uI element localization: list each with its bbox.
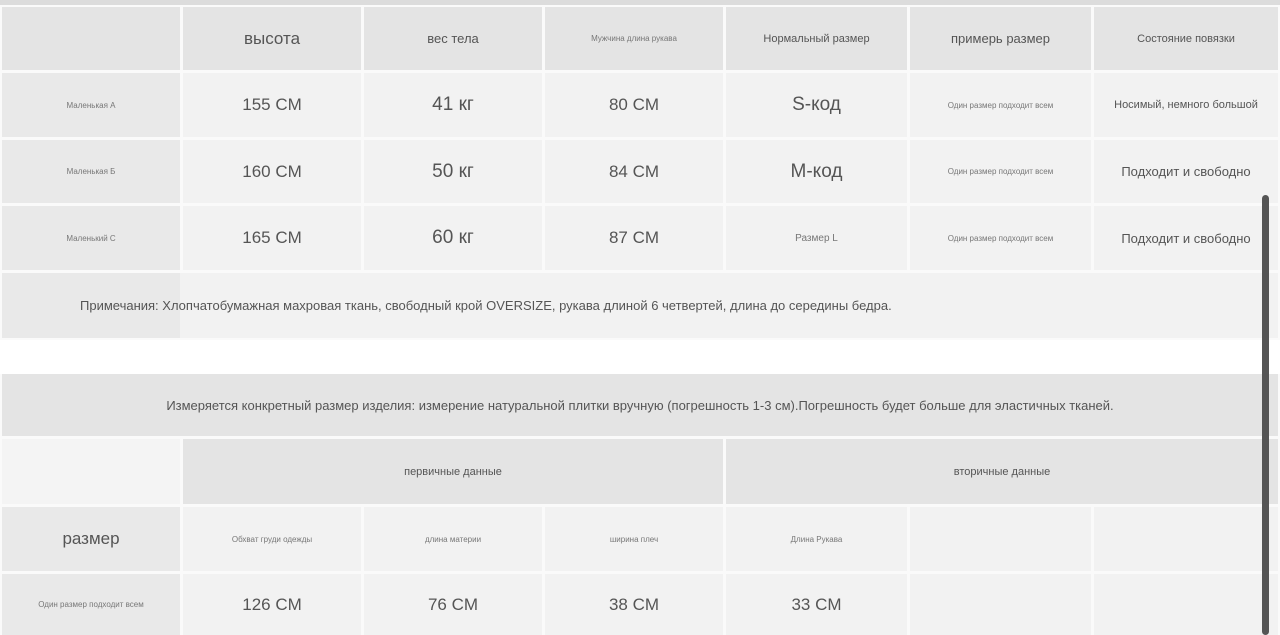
shoulder-value: 38 CM (545, 574, 723, 635)
fabric-note: Примечания: Хлопчатобумажная махровая ткань, свободный крой OVERSIZE, рукава длиной 6 четвертей, длина до середины бедра. (80, 298, 892, 313)
normal-size-value: S-код (726, 73, 907, 137)
normal-size-value: Размер L (726, 206, 907, 270)
bust-value: 87 CM (545, 206, 723, 270)
weight-value: 50 кг (364, 140, 542, 203)
subheader-empty (910, 507, 1091, 571)
secondary-data-header: вторичные данные (726, 439, 1278, 504)
normal-size-value: M-код (726, 140, 907, 203)
tried-size-value: Один размер подходит всем (910, 140, 1091, 203)
height-value: 165 CM (183, 206, 361, 270)
chest-value: 126 CM (183, 574, 361, 635)
subheader-empty (1094, 507, 1278, 571)
fit-state-value: Носимый, немного большой (1094, 73, 1278, 137)
height-value: 160 CM (183, 140, 361, 203)
bust-value: 84 CM (545, 140, 723, 203)
header-tried-size: примерь размер (910, 7, 1091, 70)
size-label: размер (2, 507, 180, 571)
header-fit-state: Состояние повязки (1094, 7, 1278, 70)
header-weight: вес тела (364, 7, 542, 70)
subheader-chest: Обхват груди одежды (183, 507, 361, 571)
empty-value (910, 574, 1091, 635)
fit-state-value: Подходит и свободно (1094, 206, 1278, 270)
group-header-empty-cell (2, 439, 180, 504)
subheader-shoulder: ширина плеч (545, 507, 723, 571)
row-label: Маленькая Б (2, 140, 180, 203)
bust-value: 80 CM (545, 73, 723, 137)
sleeve-value: 33 CM (726, 574, 907, 635)
section-gap (0, 340, 1280, 374)
top-divider (0, 0, 1280, 5)
header-empty-cell (2, 7, 180, 70)
row-label: Маленький С (2, 206, 180, 270)
tried-size-value: Один размер подходит всем (910, 206, 1091, 270)
primary-data-header: первичные данные (183, 439, 723, 504)
weight-value: 41 кг (364, 73, 542, 137)
size-row-label: Один размер подходит всем (2, 574, 180, 635)
header-normal-size: Нормальный размер (726, 7, 907, 70)
measurement-note: Измеряется конкретный размер изделия: измерение натуральной плитки вручную (погрешность 1-3 см).Погрешность будет больше для эластичных тканей. (2, 374, 1278, 436)
vertical-scrollbar[interactable] (1262, 195, 1269, 635)
subheader-sleeve: Длина Рукава (726, 507, 907, 571)
header-height: высота (183, 7, 361, 70)
header-bust: Мужчина длина рукава (545, 7, 723, 70)
length-value: 76 CM (364, 574, 542, 635)
tried-size-value: Один размер подходит всем (910, 73, 1091, 137)
fit-state-value: Подходит и свободно (1094, 140, 1278, 203)
subheader-length: длина материи (364, 507, 542, 571)
row-label: Маленькая А (2, 73, 180, 137)
empty-value (1094, 574, 1278, 635)
weight-value: 60 кг (364, 206, 542, 270)
height-value: 155 CM (183, 73, 361, 137)
